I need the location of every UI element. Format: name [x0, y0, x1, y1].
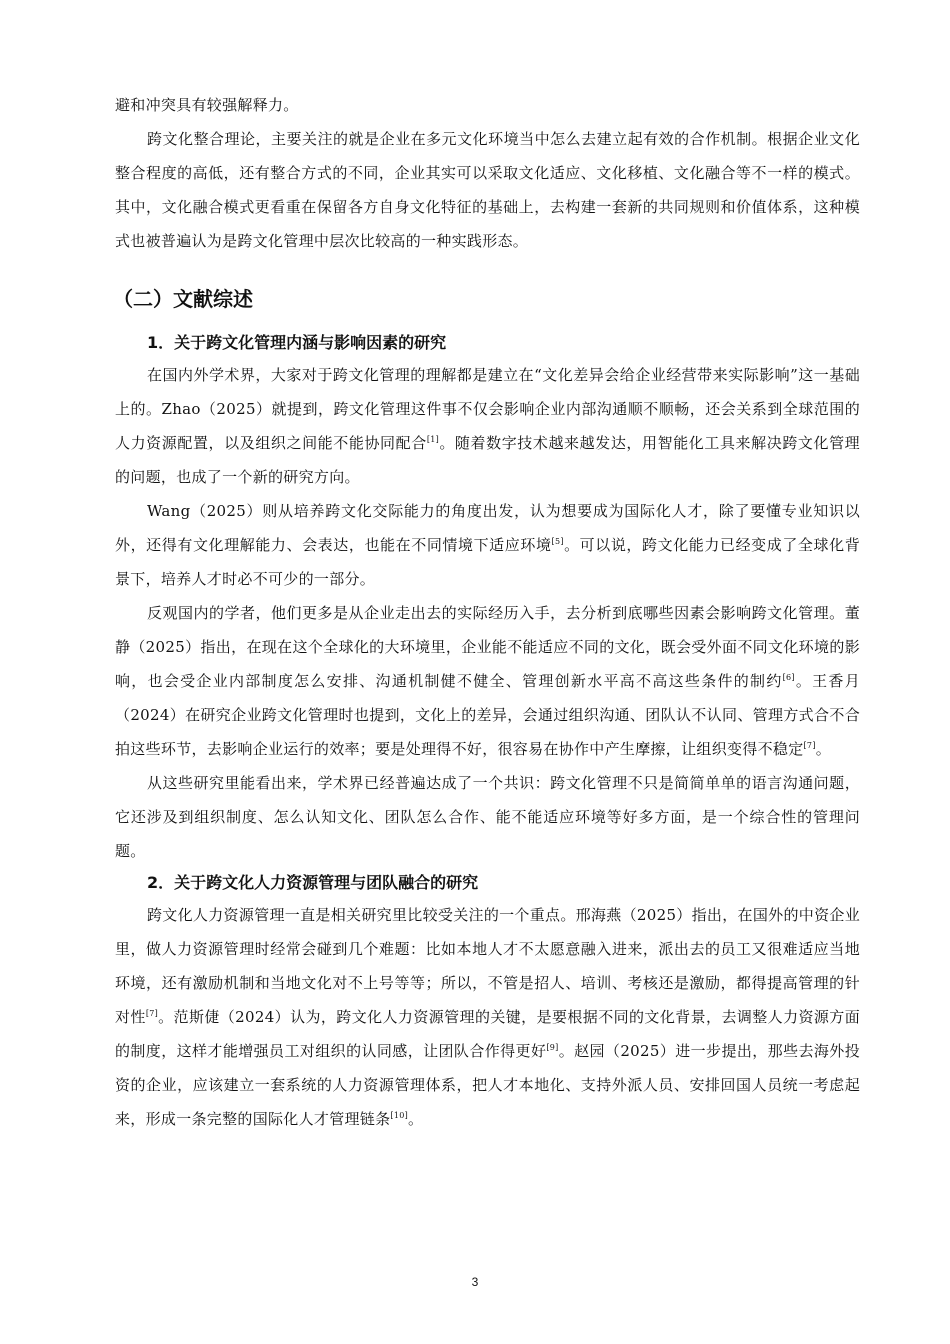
text: 。可以说，跨文化能力已经变成了全球化背景下，培养人才时必不可少的一部分。: [115, 536, 861, 588]
paragraph: [115, 596, 860, 766]
citation: [9]: [546, 1043, 559, 1052]
paragraph: [115, 898, 860, 1136]
document-body: [115, 88, 860, 1136]
paragraph: 避和冲突具有较强解释力。: [115, 96, 299, 114]
page-number: 3: [471, 1275, 479, 1289]
citation: [5]: [551, 537, 564, 546]
section-heading: （二）文献综述: [113, 287, 253, 311]
citation: [6]: [782, 673, 795, 682]
paragraph: 从这些研究里能看出来，学术界已经普遍达成了一个共识：跨文化管理不只是简简单单的语言沟通问题，它还涉及到组织制度、怎么认知文化、团队怎么合作、能不能适应环境等好多方面，是一个综合性的管理问题。: [115, 774, 860, 860]
paragraph: [115, 494, 860, 596]
citation: [7]: [145, 1009, 159, 1018]
text: 。: [408, 1110, 424, 1128]
text: 跨文化人力资源管理一直是相关研究里比较受关注的一个重点。邢海燕（2025）指出，在国外的中资企业里，做人力资源管理时经常会碰到几个难题：比如本地人才不太愿意融入进来，派出去的员工又很难适应当地环境，还有激励机制和当地文化对不上号等等；所以，不管是招人、培训、考核还是激励，都得提高管理的针对性: [115, 906, 860, 1026]
citation: [7]: [803, 741, 816, 750]
text: 。王香月（2024）在研究企业跨文化管理时也提到，文化上的差异，会通过组织沟通、团队认不认同、管理方式合不合拍这些环节，去影响企业运行的效率；要是处理得不好，很容易在协作中产生摩擦，让组织变得不稳定: [115, 672, 860, 758]
text: 反观国内的学者，他们更多是从企业走出去的实际经历入手，去分析到底哪些因素会影响跨文化管理。董静（2025）指出，在现在这个全球化的大环境里，企业能不能适应不同的文化，既会受外面不同文化环境的影响，也会受企业内部制度怎么安排、沟通机制健不健全、管理创新水平高不高这些条件的制约: [115, 604, 860, 690]
text: Wang（2025）则从培养跨文化交际能力的角度出发，认为想要成为国际化人才，除了要懂专业知识以外，还得有文化理解能力、会表达，也能在不同情境下适应环境: [115, 502, 860, 554]
subsection-heading: 2．关于跨文化人力资源管理与团队融合的研究: [147, 873, 479, 892]
text: 。随着数字技术越来越发达，用智能化工具来解决跨文化管理的问题，也成了一个新的研究方向。: [115, 434, 860, 486]
citation: [10]: [390, 1111, 409, 1120]
paragraph: 跨文化整合理论，主要关注的就是企业在多元文化环境当中怎么去建立起有效的合作机制。根据企业文化整合程度的高低，还有整合方式的不同，企业其实可以采取文化适应、文化移植、文化融合等不一样的模式。其中，文化融合模式更看重在保留各方自身文化特征的基础上，去构建一套新的共同规则和价值体系，这种模式也被普遍认为是跨文化管理中层次比较高的一种实践形态。: [115, 130, 860, 250]
subsection-heading: 1．关于跨文化管理内涵与影响因素的研究: [147, 333, 447, 352]
text: 。: [815, 740, 832, 758]
text: 。范斯倢（2024）认为，跨文化人力资源管理的关键，是要根据不同的文化背景，去调整人力资源方面的制度，这样才能增强员工对组织的认同感，让团队合作得更好: [115, 1008, 860, 1060]
text: 。赵园（2025）进一步提出，那些去海外投资的企业，应该建立一套系统的人力资源管理体系，把人才本地化、支持外派人员、安排回国人员统一考虑起来，形成一条完整的国际化人才管理链条: [115, 1042, 860, 1128]
citation: [1]: [426, 435, 440, 444]
text: 在国内外学术界，大家对于跨文化管理的理解都是建立在“文化差异会给企业经营带来实际影响”这一基础上的。Zhao（2025）就提到，跨文化管理这件事不仅会影响企业内部沟通顺不顺畅，还会关系到全球范围的人力资源配置，以及组织之间能不能协同配合: [115, 366, 860, 452]
paragraph: [115, 358, 860, 494]
